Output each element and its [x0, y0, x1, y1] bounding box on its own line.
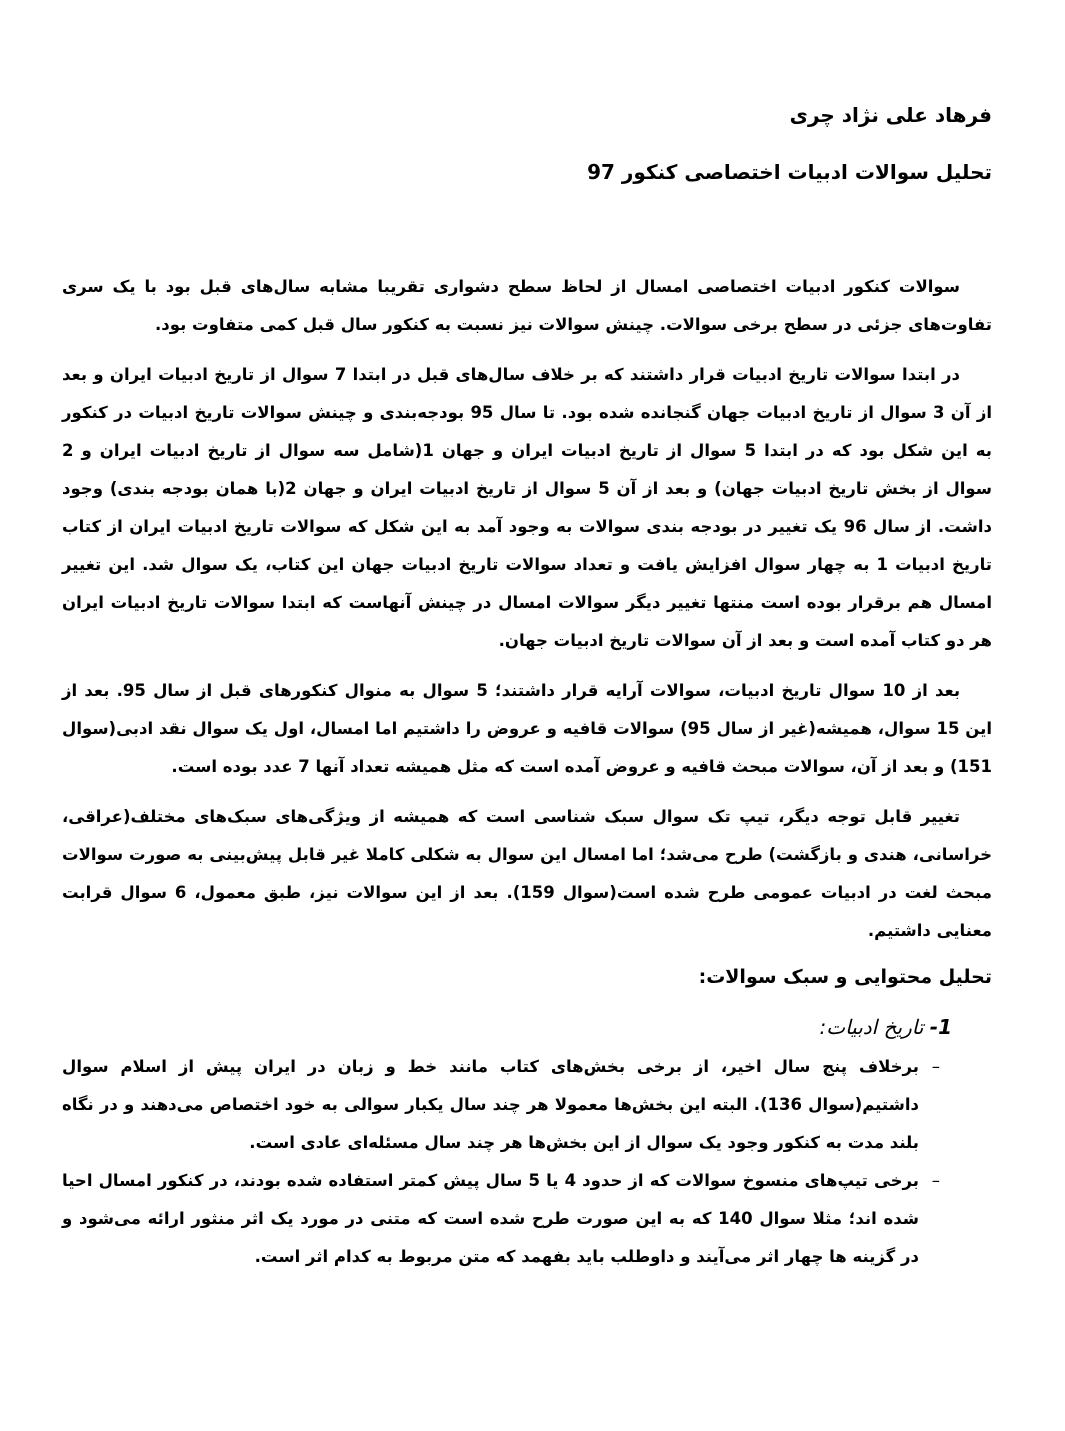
bullet-dash-icon: –	[931, 1057, 940, 1076]
bullet-list	[62, 1048, 992, 1276]
document-body	[62, 268, 992, 1276]
paragraph-intro: سوالات کنکور ادبیات اختصاصی امسال از لحاظ سطح دشواری تقریبا مشابه سال‌های قبل بود با یک سری تفاوت‌های جزئی در سطح برخی سوالات. چینش سوالات نیز نسبت به کنکور سال قبل کمی متفاوت بود.	[62, 277, 992, 334]
paragraph-literary-history: در ابتدا سوالات تاریخ ادبیات قرار داشتند که بر خلاف سال‌های قبل در ابتدا 7 سوال از تاریخ ادبیات ایران و بعد از آن 3 سوال از تاریخ ادبیات جهان گنجانده شده بود. تا سال 95 بودجه‌بندی و چینش سوالات تاریخ ادبیات در کنکور به این شکل بود که در ابتدا 5 سوال از تاریخ ادبیات ایران و جهان 1(شامل سه سوال از تاریخ ادبیات ایران و 2 سوال از بخش تاریخ ادبیات جهان) و بعد از آن 5 سوال از تاریخ ادبیات ایران و جهان 2(با همان بودجه بندی) وجود داشت. از سال 96 یک تغییر در بودجه بندی سوالات به وجود آمد به این شکل که سوالات تاریخ ادبیات ایران از کتاب تاریخ ادبیات 1 به چهار سوال افزایش یافت و تعداد سوالات تاریخ ادبیات جهان این کتاب، یک سوال شد. این تغییر امسال هم برقرار بوده است منتها تغییر دیگر سوالات امسال در چینش آنهاست که ابتدا سوالات تاریخ ادبیات ایران هر دو کتاب آمده است و بعد از آن سوالات تاریخ ادبیات جهان.	[62, 365, 992, 650]
list-item	[62, 1162, 992, 1276]
bullet-dash-icon: –	[931, 1171, 940, 1190]
subsection-heading	[62, 1012, 992, 1042]
paragraph-stylistics: تغییر قابل توجه دیگر، تیپ تک سوال سبک شناسی است که همیشه از ویژگی‌های سبک‌های مختلف(عراقی، خراسانی، هندی و بازگشت) طرح می‌شد؛ اما امسال این سوال به شکلی کاملا غیر قابل پیش‌بینی به صورت سوالات مبحث لغت در ادبیات عمومی طرح شده است(سوال 159). بعد از این سوالات نیز، طبق معمول، 6 سوال قرابت معنایی داشتیم.	[62, 807, 992, 940]
list-item-text: برخلاف پنج سال اخیر، از برخی بخش‌های کتاب مانند خط و زبان در ایران پیش از اسلام سوال داشتیم(سوال 136). البته این بخش‌ها معمولا هر چند سال یکبار سوالی به خود اختصاص می‌دهند و در نگاه بلند مدت به کنکور وجود یک سوال از این بخش‌ها هر چند سال مسئله‌ای عادی است.	[62, 1057, 919, 1152]
list-item	[62, 1048, 992, 1162]
paragraph-rhetoric: بعد از 10 سوال تاریخ ادبیات، سوالات آرایه قرار داشتند؛ 5 سوال به منوال کنکورهای قبل از سال 95. بعد از این 15 سوال، همیشه(غیر از سال 95) سوالات قافیه و عروض را داشتیم اما امسال، اول یک سوال نقد ادبی(سوال 151) و بعد از آن، سوالات مبحث قافیه و عروض آمده است که مثل همیشه تعداد آنها 7 عدد بوده است.	[62, 681, 992, 776]
section-heading: تحلیل محتوایی و سبک سوالات:	[698, 966, 992, 988]
subsection-title: تاریخ ادبیات:	[819, 1015, 924, 1039]
list-item-text: برخی تیپ‌های منسوخ سوالات که از حدود 4 یا 5 سال پیش کمتر استفاده شده بودند، در کنکور امسال احیا شده اند؛ مثلا سوال 140 که به این صورت طرح شده است که متنی در مورد یک اثر منثور ارائه می‌شود و در گزینه ها چهار اثر می‌آیند و داوطلب باید بفهمد که متن مربوط به کدام اثر است.	[62, 1171, 920, 1266]
subsection-number: 1-	[929, 1015, 952, 1039]
author-name: فرهاد علی نژاد چری	[789, 103, 992, 127]
document-title: تحلیل سوالات ادبیات اختصاصی کنکور 97	[587, 160, 992, 184]
